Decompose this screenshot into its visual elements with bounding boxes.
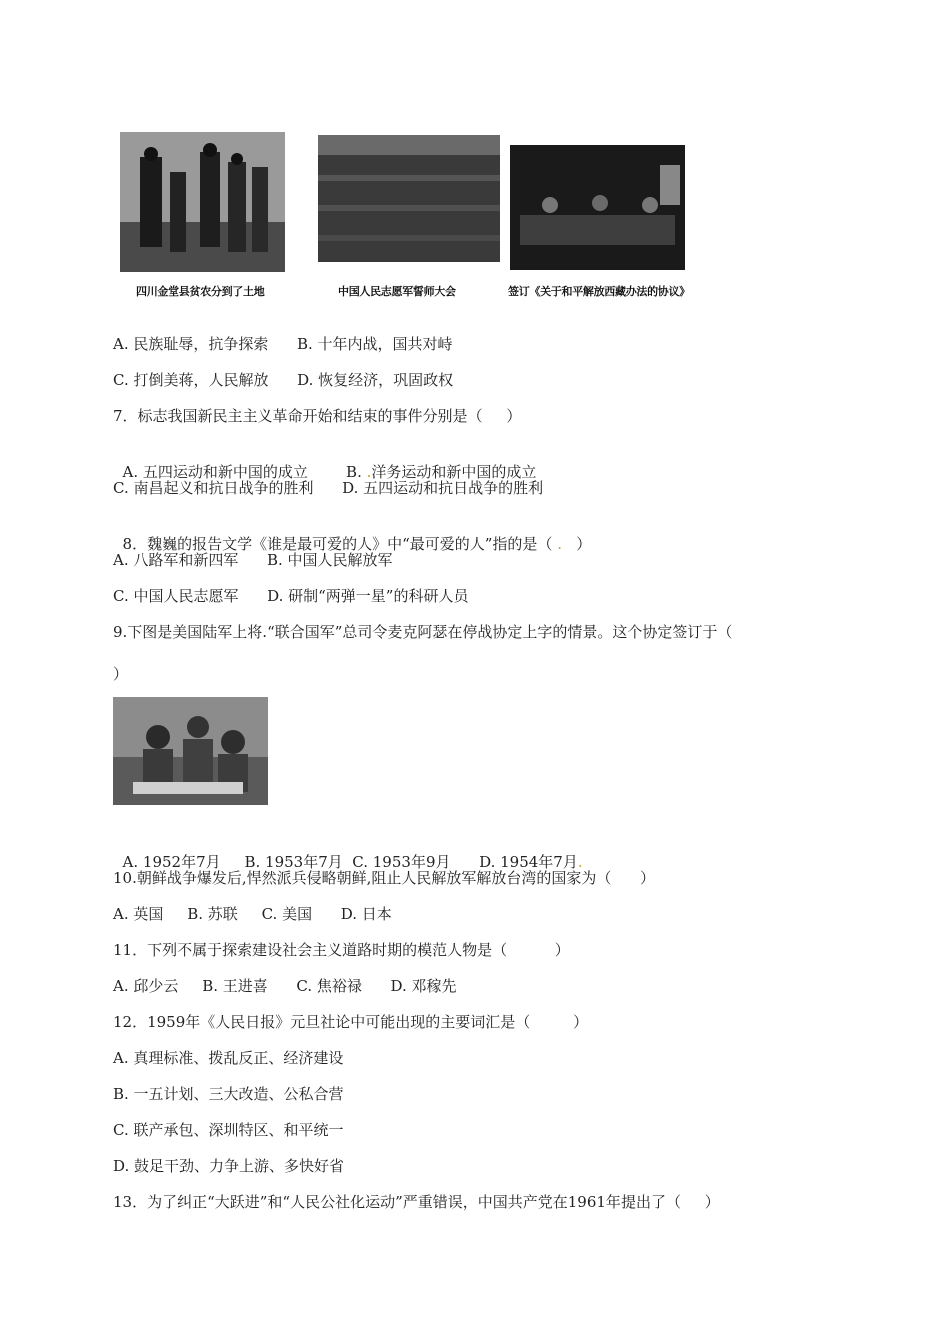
q8-stem xyxy=(113,514,591,554)
photo-armistice-signing-image xyxy=(113,697,268,805)
photo-volunteer-rally-image xyxy=(318,135,500,262)
q10-stem: 10.朝鲜战争爆发后,悍然派兵侵略朝鲜,阻止人民解放军解放台湾的国家为（ ） xyxy=(113,869,656,887)
q8-stem-text: 8．魏巍的报告文学《谁是最可爱的人》中“最可爱的人”指的是（ xyxy=(122,535,558,553)
q7-option-b-text: 洋务运动和新中国的成立 xyxy=(371,463,537,481)
stray-mark: . xyxy=(557,535,562,553)
q6-options-cd: C. 打倒美蒋，人民解放 D. 恢复经济，巩固政权 xyxy=(113,371,454,389)
q12-option-a: A. 真理标准、拨乱反正、经济建设 xyxy=(113,1049,344,1067)
photo-land-reform xyxy=(120,132,285,272)
q7-stem: 7．标志我国新民主主义革命开始和结束的事件分别是（ ） xyxy=(113,407,522,425)
q7-options-cd: C. 南昌起义和抗日战争的胜利 D. 五四运动和抗日战争的胜利 xyxy=(113,479,544,497)
q11-options: A. 邱少云 B. 王进喜 C. 焦裕禄 D. 邓稼先 xyxy=(113,977,457,995)
q9-stem-end: ） xyxy=(113,665,129,683)
q8-stem-end: ） xyxy=(561,535,592,553)
photo-tibet-agreement xyxy=(510,145,685,270)
q12-option-c: C. 联产承包、深圳特区、和平统一 xyxy=(113,1121,344,1139)
q6-options-ab: A. 民族耻辱，抗争探索 B. 十年内战，国共对峙 xyxy=(113,335,453,353)
photo-tibet-agreement-caption: 签订《关于和平解放西藏办法的协议》 xyxy=(508,285,690,298)
q13-stem: 13．为了纠正“大跃进”和“人民公社化运动”严重错误，中国共产党在1961年提出了（ ） xyxy=(113,1193,720,1211)
q7-options-ab xyxy=(113,442,536,482)
q7-options-ab-text: A. 五四运动和新中国的成立 B. xyxy=(122,463,367,481)
stray-mark: . xyxy=(366,463,372,481)
q9-options-text: A. 1952年7月 B. 1953年7月 C. 1953年9月 D. 1954年7月 xyxy=(122,853,578,871)
photo-land-reform-image xyxy=(120,132,285,272)
photo-volunteer-rally-caption: 中国人民志愿军誓师大会 xyxy=(338,285,456,298)
q12-option-b: B. 一五计划、三大改造、公私合营 xyxy=(113,1085,344,1103)
stray-mark: . xyxy=(577,853,583,871)
q12-stem: 12．1959年《人民日报》元旦社论中可能出现的主要词汇是（ ） xyxy=(113,1013,589,1031)
photo-land-reform-caption: 四川金堂县贫农分到了土地 xyxy=(136,285,265,298)
q10-options: A. 英国 B. 苏联 C. 美国 D. 日本 xyxy=(113,905,392,923)
q11-stem: 11．下列不属于探索建设社会主义道路时期的模范人物是（ ） xyxy=(113,941,570,959)
photo-volunteer-rally xyxy=(318,135,500,262)
q9-stem: 9.下图是美国陆军上将.“联合国军”总司令麦克阿瑟在停战协定上字的情景。这个协定签订于（ xyxy=(113,623,733,641)
q8-options-ab: A. 八路军和新四军 B. 中国人民解放军 xyxy=(113,551,393,569)
q12-option-d: D. 鼓足干劲、力争上游、多快好省 xyxy=(113,1157,345,1175)
photo-tibet-agreement-image xyxy=(510,145,685,270)
q9-options xyxy=(113,832,583,872)
q8-options-cd: C. 中国人民志愿军 D. 研制“两弹一星”的科研人员 xyxy=(113,587,469,605)
photo-armistice-signing xyxy=(113,697,268,805)
